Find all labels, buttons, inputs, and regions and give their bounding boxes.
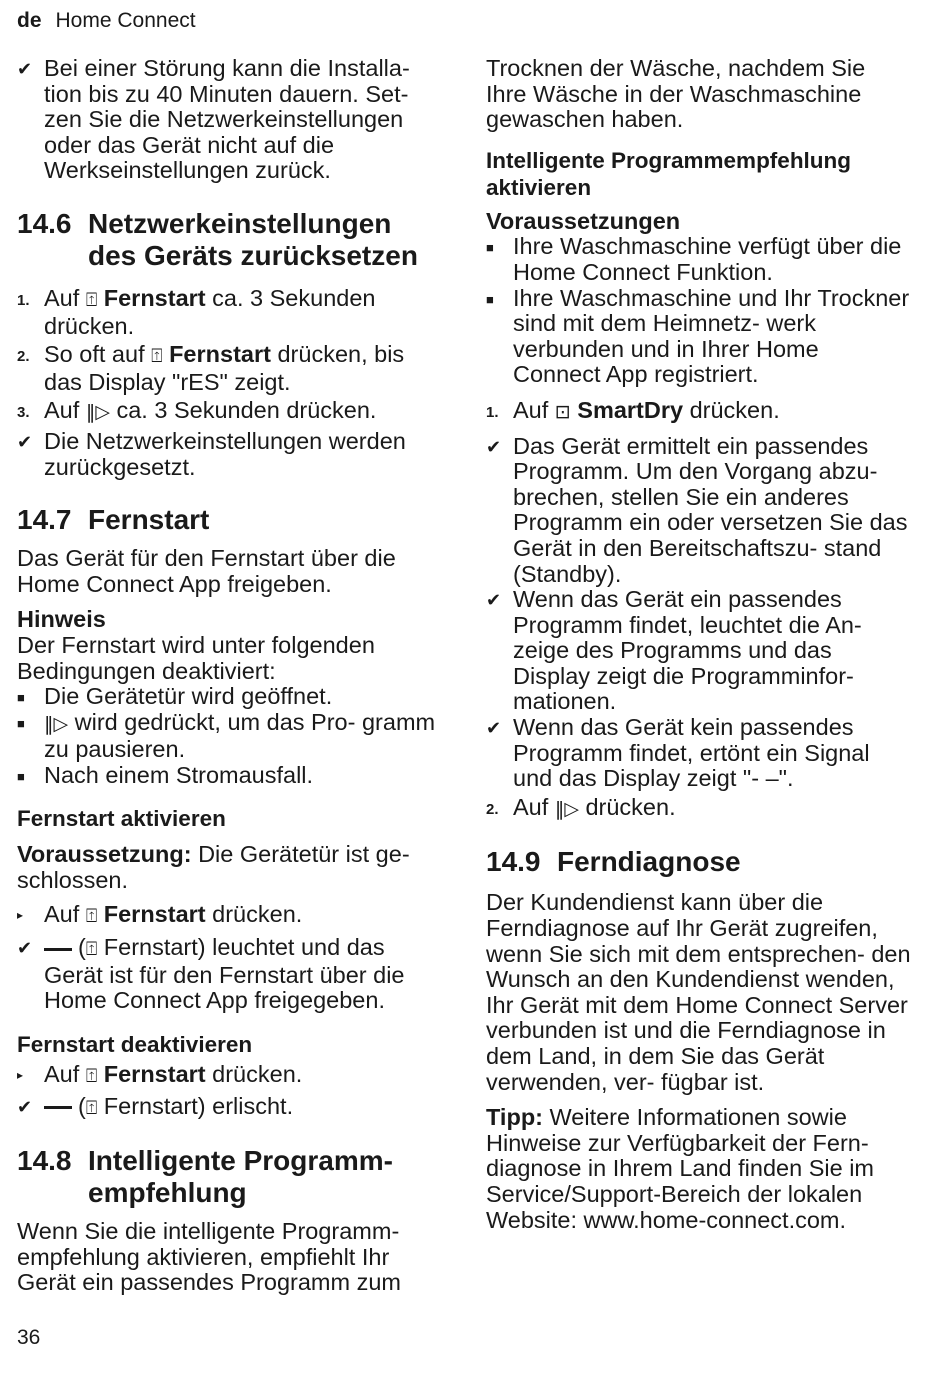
section-heading-14-9: 14.9 Ferndiagnose — [486, 846, 741, 878]
indicator-dash-icon — [44, 1106, 72, 1109]
square-bullet-icon: ■ — [17, 715, 25, 731]
paragraph: Trocknen der Wäsche, nachdem Sie Ihre Wäsche in der Waschmaschine gewaschen haben. — [486, 55, 866, 133]
list-item: ▸ Auf ⍐ Fernstart drücken. — [17, 1061, 303, 1088]
list-item: ✔ Wenn das Gerät kein passendes Programm findet, ertönt ein Signal und das Display zeigt "- –". — [486, 714, 870, 792]
remote-start-icon: ⍐ — [85, 1065, 98, 1088]
list-item: ▸ Auf ⍐ Fernstart drücken. — [17, 900, 303, 927]
list-item: ■ Ihre Waschmaschine und Ihr Trockner sind mit dem Heimnetz- werk verbunden und in Ihrer Home Connect App registriert. — [486, 284, 910, 388]
list-item: ✔ Das Gerät ermittelt ein passendes Programm. Um den Vorgang abzu- brechen, stellen Sie ein anderes Programm ein oder versetzen Sie das Gerät in den Bereitschaftszu- stand (Standby). — [486, 432, 908, 587]
remote-start-icon: ⍐ — [85, 1096, 98, 1119]
subheading: Fernstart deaktivieren — [17, 1032, 253, 1058]
start-pause-icon: ‖▷ — [44, 712, 69, 735]
check-icon: ✔ — [486, 718, 502, 739]
start-pause-icon: ‖▷ — [554, 797, 579, 820]
check-icon: ✔ — [17, 1096, 33, 1117]
list-item: ■ Nach einem Stromausfall. — [17, 761, 314, 788]
language-code: de — [17, 9, 42, 32]
list-item: ✔ (⍐ Fernstart) erlischt. — [17, 1092, 294, 1119]
indicator-dash-icon — [44, 948, 72, 951]
start-pause-icon: ‖▷ — [85, 401, 110, 424]
check-icon: ✔ — [486, 590, 502, 611]
list-item: ✔ Die Netzwerkeinstellungen werden zurückgesetzt. — [17, 427, 406, 480]
list-item: 2. So oft auf ⍐ Fernstart drücken, bis das Display "rES" zeigt. — [17, 341, 405, 395]
tip-paragraph: Tipp: Weitere Informationen sowie Hinweise zur Verfügbarkeit der Fern- diagnose in Ihrem Land finden Sie im Service/Support-Bereich der lokalen Website: www.home-connect.com. — [486, 1104, 874, 1233]
subheading: Fernstart aktivieren — [17, 806, 226, 832]
section-heading-14-7: 14.7 Fernstart — [17, 504, 210, 536]
prereq-title: Voraussetzungen — [486, 207, 681, 234]
check-icon: ✔ — [17, 938, 33, 959]
remote-start-icon: ⍐ — [151, 345, 163, 368]
remote-start-icon: ⍐ — [85, 938, 98, 961]
right-column — [486, 56, 911, 1233]
square-bullet-icon: ■ — [486, 291, 494, 307]
check-icon: ✔ — [17, 431, 33, 452]
check-icon: ✔ — [486, 436, 502, 457]
remote-start-icon: ⍐ — [85, 904, 98, 927]
paragraph: Das Gerät für den Fernstart über die Home Connect App freigeben. — [17, 545, 396, 597]
section-heading-14-8: 14.8 Intelligente Programm- empfehlung — [17, 1145, 393, 1209]
list-item: ■ Die Gerätetür wird geöffnet. — [17, 683, 333, 710]
list-item: ■ ‖▷ wird gedrückt, um das Pro- gramm zu pausieren. — [17, 708, 436, 763]
square-bullet-icon: ■ — [486, 240, 494, 256]
arrow-bullet-icon: ▸ — [17, 1068, 24, 1083]
install-note: ✔ Bei einer Störung kann die Installa- tion bis zu 40 Minuten dauern. Set- zen Sie die Netzwerkeinstellungen oder das Gerät nicht auf die Werkseinstellungen zurück. — [17, 55, 410, 184]
note-title: Hinweis — [17, 606, 106, 633]
header-title: Home Connect — [55, 9, 196, 32]
arrow-bullet-icon: ▸ — [17, 907, 24, 922]
paragraph: Wenn Sie die intelligente Programm- empfehlung aktivieren, empfiehlt Ihr Gerät ein passendes Programm zum — [17, 1218, 401, 1296]
section-heading-14-6: 14.6 Netzwerkeinstellungen des Geräts zurücksetzen — [17, 207, 418, 271]
remote-start-icon: ⍐ — [85, 288, 98, 311]
list-item: ■ Ihre Waschmaschine verfügt über die Home Connect Funktion. — [486, 233, 902, 285]
check-icon: ✔ — [17, 59, 33, 79]
page-number: 36 — [17, 1326, 41, 1349]
subheading: Intelligente Programmempfehlung aktivieren — [486, 147, 852, 200]
paragraph: Der Fernstart wird unter folgenden Bedingungen deaktiviert: — [17, 631, 375, 684]
list-item: 1. Auf ⍐ Fernstart ca. 3 Sekunden drücken. — [17, 284, 376, 339]
page-header — [17, 9, 196, 33]
list-item: ✔ (⍐ Fernstart) leuchtet und das Gerät ist für den Fernstart über die Home Connect App freigegeben. — [17, 934, 405, 1014]
list-item: 1. Auf ⊡ SmartDry drücken. — [486, 396, 780, 423]
square-bullet-icon: ■ — [17, 768, 25, 784]
paragraph: Voraussetzung: Die Gerätetür ist ge- schlossen. — [17, 841, 410, 894]
list-item: 2. Auf ‖▷ drücken. — [486, 793, 676, 820]
paragraph: Der Kundendienst kann über die Ferndiagnose auf Ihr Gerät zugreifen, wenn Sie sich mit dem entsprechen- den Wunsch an den Kundendienst wenden, Ihr Gerät mit dem Home Connect Server verbunden ist und die Ferndiagnose in dem Land, in dem Sie das Gerät verwenden, ver- fügbar ist. — [486, 889, 911, 1095]
left-column — [17, 56, 437, 1296]
smartdry-icon: ⊡ — [554, 400, 571, 423]
square-bullet-icon: ■ — [17, 690, 25, 706]
list-item: ✔ Wenn das Gerät ein passendes Programm findet, leuchtet die An- zeige des Programms und das Display zeigt die Programminfor- mationen. — [486, 586, 862, 715]
list-item: 3. Auf ‖▷ ca. 3 Sekunden drücken. — [17, 397, 377, 424]
